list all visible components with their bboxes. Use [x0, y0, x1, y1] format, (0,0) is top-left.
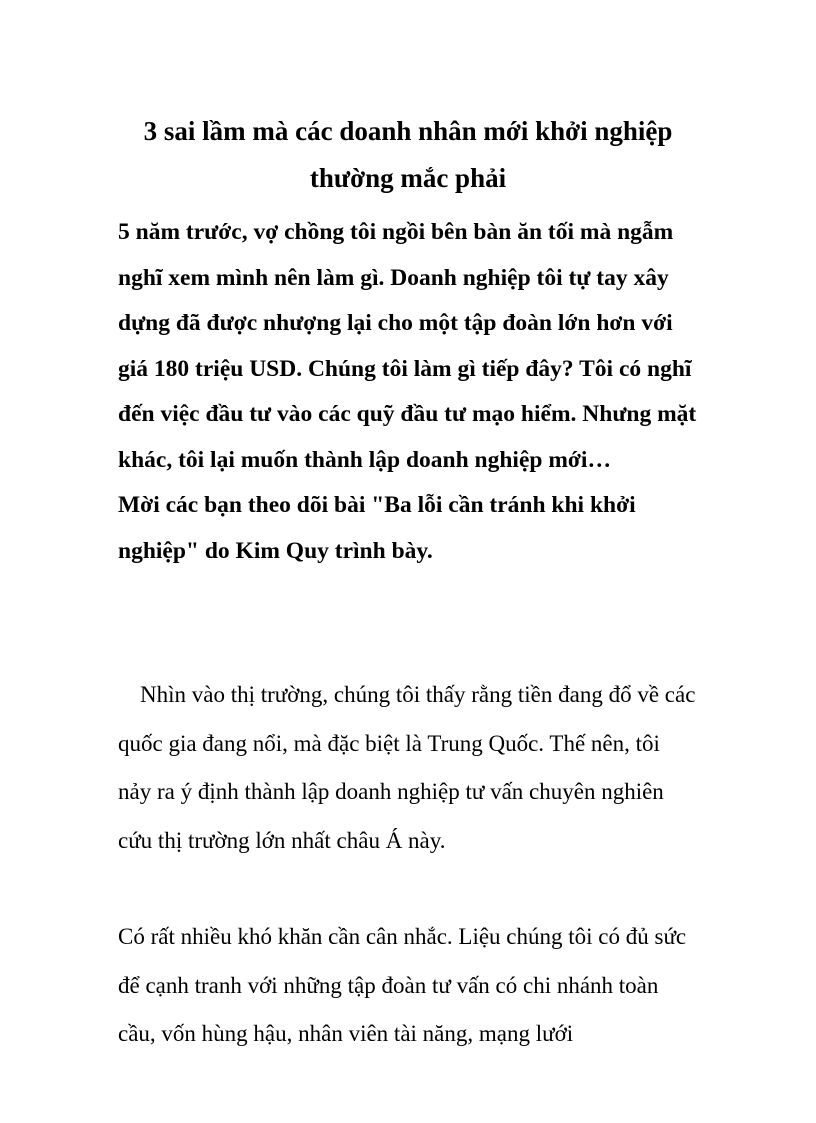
body-section	[118, 671, 698, 1059]
page-title	[118, 108, 698, 202]
title-line-1: 3 sai lầm mà các doanh nhân mới khởi nghiệp	[143, 116, 673, 146]
body-paragraph-2: Có rất nhiều khó khăn cần cân nhắc. Liệu chúng tôi có đủ sức để cạnh tranh với những tập đoàn tư vấn có chi nhánh toàn cầu, vốn hùng hậu, nhân viên tài năng, mạng lưới	[118, 924, 687, 1046]
title-line-2: thường mắc phải	[309, 163, 507, 193]
intro-section	[118, 210, 698, 574]
invite-paragraph: Mời các bạn theo dõi bài "Ba lỗi cần tránh khi khởi nghiệp" do Kim Quy trình bày.	[118, 492, 636, 564]
intro-paragraph: 5 năm trước, vợ chồng tôi ngồi bên bàn ăn tối mà ngẫm nghĩ xem mình nên làm gì. Doanh nghiệp tôi tự tay xây dựng đã được nhượng lại cho một tập đoàn lớn hơn với giá 180 triệu USD. Chúng tôi làm gì tiếp đây? Tôi có nghĩ đến việc đầu tư vào các quỹ đầu tư mạo hiểm. Nhưng mặt khác, tôi lại muốn thành lập doanh nghiệp mới…	[118, 219, 697, 473]
body-paragraph-1: Nhìn vào thị trường, chúng tôi thấy rằng tiền đang đổ về các quốc gia đang nổi, mà đặc biệt là Trung Quốc. Thế nên, tôi nảy ra ý định thành lập doanh nghiệp tư vấn chuyên nghiên cứu thị trường lớn nhất châu Á này.	[118, 682, 696, 853]
